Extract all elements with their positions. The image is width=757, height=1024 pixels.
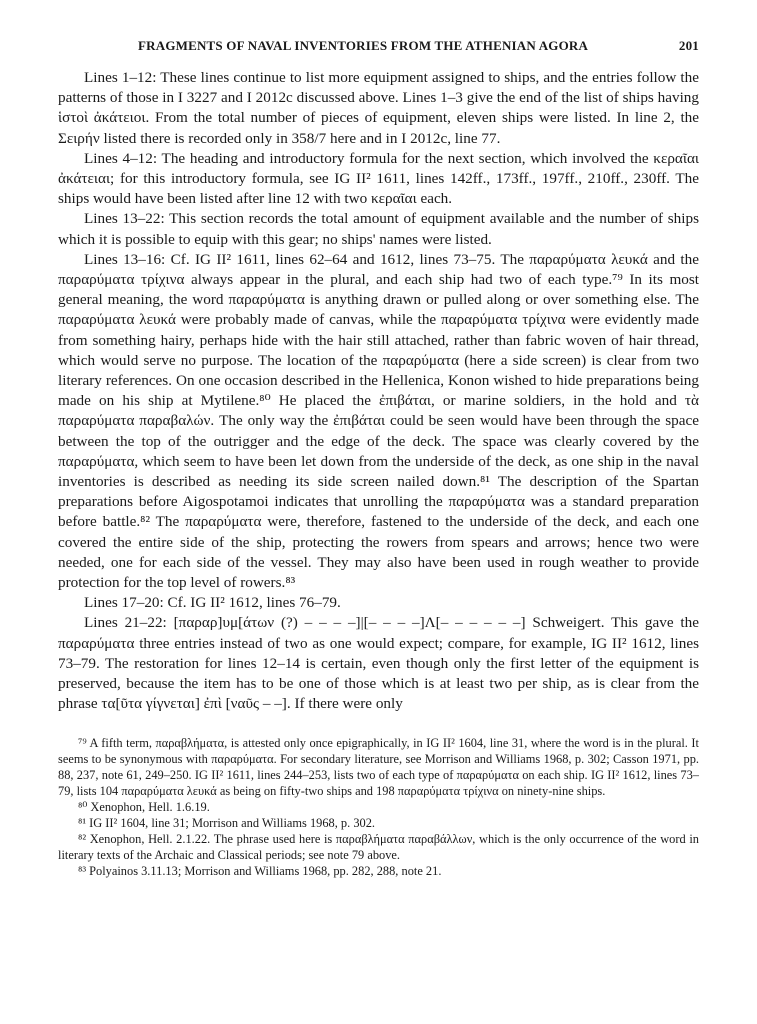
page-number: 201 — [678, 38, 699, 53]
running-title: FRAGMENTS OF NAVAL INVENTORIES FROM THE ATHENIAN AGORA — [138, 38, 589, 53]
paragraph-lines-1-12: Lines 1–12: These lines continue to list more equipment assigned to ships, and the entries follow the patterns of those in I 3227 and I 2012c discussed above. Lines 1–3 give the end of the list of ships having ἱστοὶ ἀκάτειοι. From the total number of pieces of equipment, eleven ships were listed. In line 2, the Σειρήν listed there is recorded only in 358/7 here and in I 2012c, line 77. — [58, 69, 699, 147]
body-text — [58, 68, 699, 715]
paragraph-lines-21-22: Lines 21–22: [παραρ]υμ[άτων (?) – – – –]|[– – – –]Λ[– – – – – –] Schweigert. This gave the παραρύματα three entries instead of two as one would expect; compare, for example, IG II² 1612, lines 73–79. The restoration for lines 12–14 is certain, even though only the first letter of the equipment is preserved, because the item has to be one of those which is at least two per ship, as is clear from the phrase τα[ῦτα γίγνεται] ἐπὶ [ναῦς – –]. If there were only — [58, 614, 699, 713]
footnote-79: ⁷⁹ A fifth term, παραβλήματα, is attested only once epigraphically, in IG II² 1604, line 31, where the word is in the plural. It seems to be synonymous with παραρύματα. For secondary literature, see Morrison and Williams 1968, p. 302; Casson 1971, pp. 88, 237, note 61, 249–250. IG II² 1611, lines 244–253, lists two of each type of παραρύματα on each ship. IG II² 1612, lines 73–79, lists 104 παραρύματα λευκά as being on fifty-two ships and 198 παραρύματα τρίχινα on ninety-nine ships. — [58, 735, 699, 798]
paragraph-lines-4-12: Lines 4–12: The heading and introductory formula for the next section, which involved the κεραῖαι ἀκάτειαι; for this introductory formula, see IG II² 1611, lines 142ff., 173ff., 197ff., 210ff., 230ff. The ships would have been listed after line 12 with two κεραῖαι each. — [58, 149, 699, 208]
running-head — [58, 38, 699, 54]
footnote-81: ⁸¹ IG II² 1604, line 31; Morrison and Williams 1968, p. 302. — [78, 815, 376, 830]
paragraph-lines-13-22: Lines 13–22: This section records the total amount of equipment available and the number of ships which it is possible to equip with this gear; no ships' names were listed. — [58, 210, 699, 248]
footnote-80: ⁸⁰ Xenophon, Hell. 1.6.19. — [78, 799, 210, 814]
footnote-83: ⁸³ Polyainos 3.11.13; Morrison and Williams 1968, pp. 282, 288, note 21. — [78, 863, 442, 878]
footnotes — [58, 735, 699, 879]
footnote-82: ⁸² Xenophon, Hell. 2.1.22. The phrase used here is παραβλήματα παραβάλλων, which is the only occurrence of the word in literary texts of the Archaic and Classical periods; see note 79 above. — [58, 831, 699, 862]
paragraph-lines-17-20: Lines 17–20: Cf. IG II² 1612, lines 76–79. — [84, 594, 341, 612]
paragraph-lines-13-16: Lines 13–16: Cf. IG II² 1611, lines 62–64 and 1612, lines 73–75. The παραρύματα λευκά and the παραρύματα τρίχινα always appear in the plural, and each ship had two of each type.⁷⁹ In its most general meaning, the word παραρύματα is anything drawn or pulled along or over something else. The παραρύματα λευκά were probably made of canvas, while the παραρύματα τρίχινα were evidently made from something hairy, perhaps hide with the hair still attached, rather than fabric woven of hair thread, which would serve no purpose. The location of the παραρύματα (here a side screen) is clear from two literary references. On one occasion described in the Hellenica, Konon wished to hide preparations being made on his ship at Mytilene.⁸⁰ He placed the ἐπιβάται, or marine soldiers, in the hold and τὰ παραρύματα παραβαλών. The only way the ἐπιβάται could be seen would have been through the space between the top of the outrigger and the edge of the deck. The space was clearly covered by the παραρύματα, which seem to have been let down from the underside of the deck, as one ship in the naval inventories is described as needing its side screen nailed down.⁸¹ The description of the Spartan preparations before Aigospotamoi indicates that unrolling the παραρύματα was a standard preparation before battle.⁸² The παραρύματα were, therefore, fastened to the underside of the deck, and each one covered the entire side of the ship, protecting the rowers from spears and arrows; hence two were needed, one for each side of the vessel. They may also have been used in rough weather to provide protection for the top level of rowers.⁸³ — [58, 250, 699, 592]
